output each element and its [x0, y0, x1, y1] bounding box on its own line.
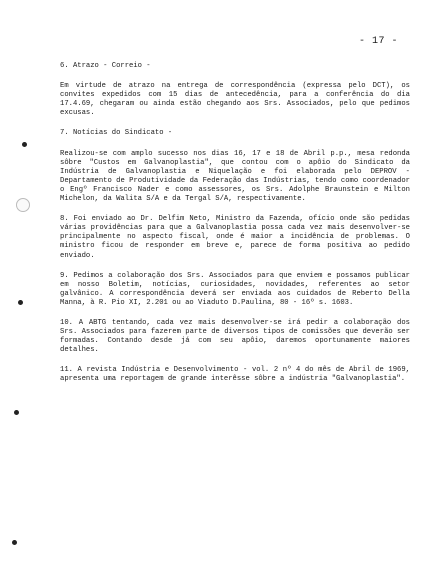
paragraph-item-9: 9. Pedimos a colaboração dos Srs. Associados para que enviem e possamos publicar em nosso Boletim, notícias, curiosidades, novidades, referentes ao setor galvânico. A correspondência deverá ser enviada aos cuidados de Reberto Della Manna, à R. Pio XI, 2.201 ou ao Viaduto D.Paulina, 80 - 16º s. 1603.: [60, 271, 410, 307]
paragraph-mesa-redonda: Realizou-se com amplo sucesso nos dias 16, 17 e 18 de Abril p.p., mesa redonda sôbre "Custos em Galvanoplastia", que contou com o apôio do Sindicato da Indústria de Galvanoplastia e Niquelação e foi elaborada pelo DEPROV - Departamento de Produtividade da Federação das Indústrias, tendo como coordenador o Engº Francisco Nader e como assessores, os Srs. Adolphe Braunstein e Milton Michelon, da Walita S/A e da Tergal S/A, respectivamente.: [60, 149, 410, 204]
punch-mark: [18, 300, 23, 305]
paragraph-item-11: 11. A revista Indústria e Desenvolvimento - vol. 2 nº 4 do mês de Abril de 1969, apresenta uma reportagem de grande interêsse sôbre a indústria "Galvanoplastia".: [60, 366, 410, 384]
document-body: [60, 62, 410, 396]
paragraph-item-8: 8. Foi enviado ao Dr. Delfim Neto, Ministro da Fazenda, ofício onde são pedidas várias providências para que a Galvanoplastia possa cada vez mais desenvolver-se principalmente no aspecto fiscal, onde é maior a incidência de problemas. O ministro ficou de responder em breve e, parece de forma positiva ao pedido enviado.: [60, 215, 410, 260]
binder-hole: [16, 198, 30, 212]
section-heading-sindicato: 7. Notícias do Sindicato -: [60, 129, 173, 138]
section-heading-atrazo: 6. Atrazo - Correio -: [60, 62, 151, 70]
page-number: - 17 -: [358, 36, 398, 47]
paragraph-atrazo: Em virtude de atrazo na entrega de correspondência (expressa pelo DCT), os convites expedidos com 15 dias de antecedência, para a conferência do dia 17.4.69, chegaram ou ainda estão chegando aos Srs. Associados, pelo que pedimos excusas.: [60, 82, 410, 118]
punch-mark: [12, 540, 17, 545]
paragraph-item-10: 10. A ABTG tentando, cada vez mais desenvolver-se irá pedir a colaboração dos Srs. Associados para fazerem parte de diversos tipos de comissões que deverão ser formadas. Contando desde já com seu apôio, daremos oportunamente maiores detalhes.: [60, 318, 410, 355]
punch-mark: [22, 142, 27, 147]
punch-mark: [14, 410, 19, 415]
